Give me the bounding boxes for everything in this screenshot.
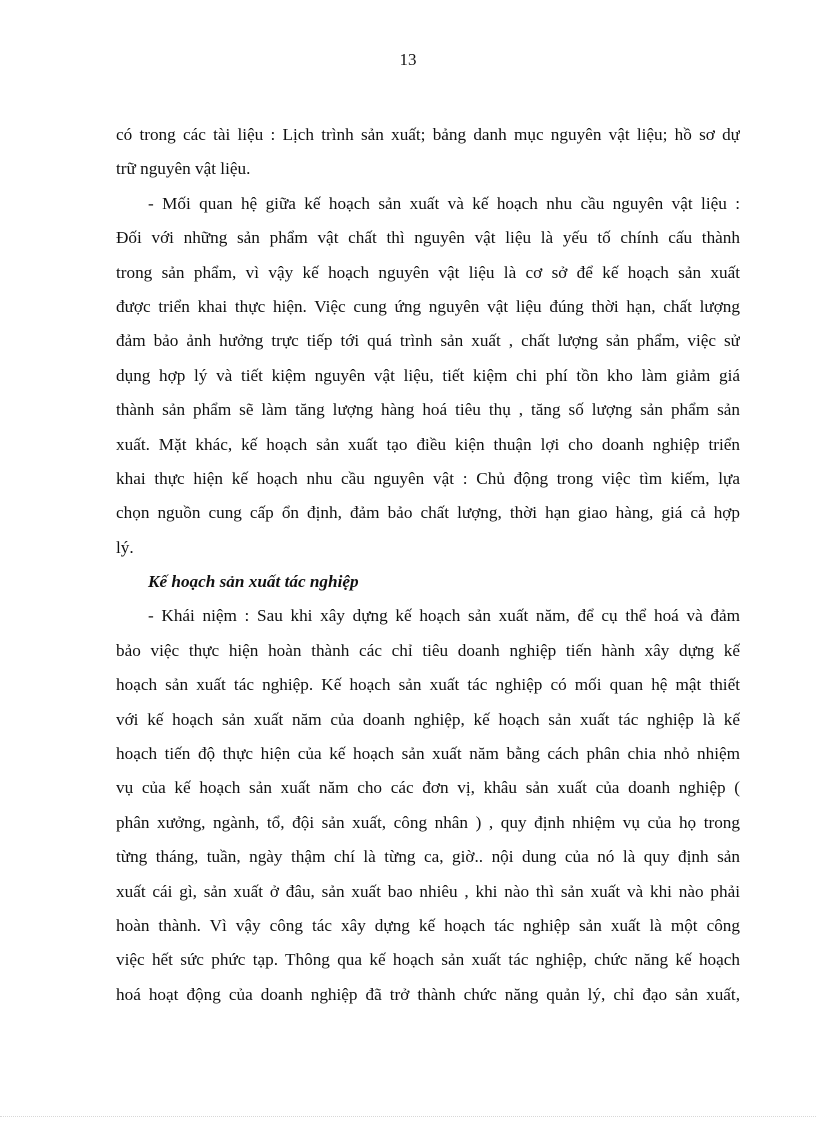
text-line: có trong các tài liệu : Lịch trình sản xuất; bảng danh mục nguyên vật liệu; hồ sơ dự <box>116 125 740 144</box>
text-line: Đối với những sản phẩm vật chất thì nguyên vật liệu là yếu tố chính cấu thành <box>116 228 740 248</box>
text-line: chọn nguồn cung cấp ổn định, đảm bảo chất lượng, thời hạn giao hàng, giá cả hợp <box>116 503 740 523</box>
text-line: được triển khai thực hiện. Việc cung ứng nguyên vật liệu đúng thời hạn, chất lượng <box>116 296 740 316</box>
text-line: từng tháng, tuần, ngày thậm chí là từng ca, giờ.. nội dung của nó là quy định sản <box>116 847 740 867</box>
text-line: bảo việc thực hiện hoàn thành các chỉ tiêu doanh nghiệp tiến hành xây dựng kế <box>116 640 740 660</box>
text-line: thành sản phẩm sẽ làm tăng lượng hàng hoá tiêu thụ , tăng số lượng sản phẩm sản <box>116 400 740 420</box>
text-line: dụng hợp lý và tiết kiệm nguyên vật liệu, tiết kiệm chi phí tồn kho làm giảm giá <box>116 365 740 385</box>
text-line: - Khái niệm : Sau khi xây dựng kế hoạch sản xuất năm, để cụ thể hoá và đảm <box>148 606 740 626</box>
text-line: khai thực hiện kế hoạch nhu cầu nguyên vật : Chủ động trong việc tìm kiếm, lựa <box>116 468 740 488</box>
page-bottom-divider <box>0 1116 816 1117</box>
text-line: trong sản phẩm, vì vậy kế hoạch nguyên vật liệu là cơ sở để kế hoạch sản xuất <box>116 262 740 282</box>
text-line: phân xưởng, ngành, tổ, đội sản xuất, công nhân ) , quy định nhiệm vụ của họ trong <box>116 812 740 832</box>
text-line: - Mối quan hệ giữa kế hoạch sản xuất và kế hoạch nhu cầu nguyên vật liệu : <box>148 193 740 213</box>
text-line: việc hết sức phức tạp. Thông qua kế hoạch sản xuất tác nghiệp, chức năng kế hoạch <box>116 950 740 970</box>
text-line: lý. <box>116 537 134 557</box>
text-line: xuất. Mặt khác, kế hoạch sản xuất tạo điều kiện thuận lợi cho doanh nghiệp triển <box>116 434 740 454</box>
text-line: trữ nguyên vật liệu. <box>116 159 251 179</box>
section-heading: Kế hoạch sản xuất tác nghiệp <box>148 572 359 592</box>
page-number: 13 <box>399 50 417 69</box>
text-line: hoạch sản xuất tác nghiệp. Kế hoạch sản xuất tác nghiệp có mối quan hệ mật thiết <box>116 675 740 695</box>
text-line: với kế hoạch sản xuất năm của doanh nghiệp, kế hoạch sản xuất tác nghiệp là kế <box>116 709 740 729</box>
document-body <box>116 118 740 1012</box>
text-line: hoàn thành. Vì vậy công tác xây dựng kế hoạch tác nghiệp sản xuất là một công <box>116 915 740 935</box>
text-line: vụ của kế hoạch sản xuất năm cho các đơn vị, khâu sản xuất của doanh nghiệp ( <box>116 778 740 798</box>
text-line: đảm bảo ảnh hưởng trực tiếp tới quá trình sản xuất , chất lượng sản phẩm, việc sử <box>116 331 740 351</box>
text-line: hoá hoạt động của doanh nghiệp đã trở thành chức năng quản lý, chỉ đạo sản xuất, <box>116 984 740 1004</box>
text-line: xuất cái gì, sản xuất ở đâu, sản xuất bao nhiêu , khi nào thì sản xuất và khi nào phải <box>116 881 740 901</box>
text-line: hoạch tiến độ thực hiện của kế hoạch sản xuất năm bằng cách phân chia nhỏ nhiệm <box>116 744 740 764</box>
